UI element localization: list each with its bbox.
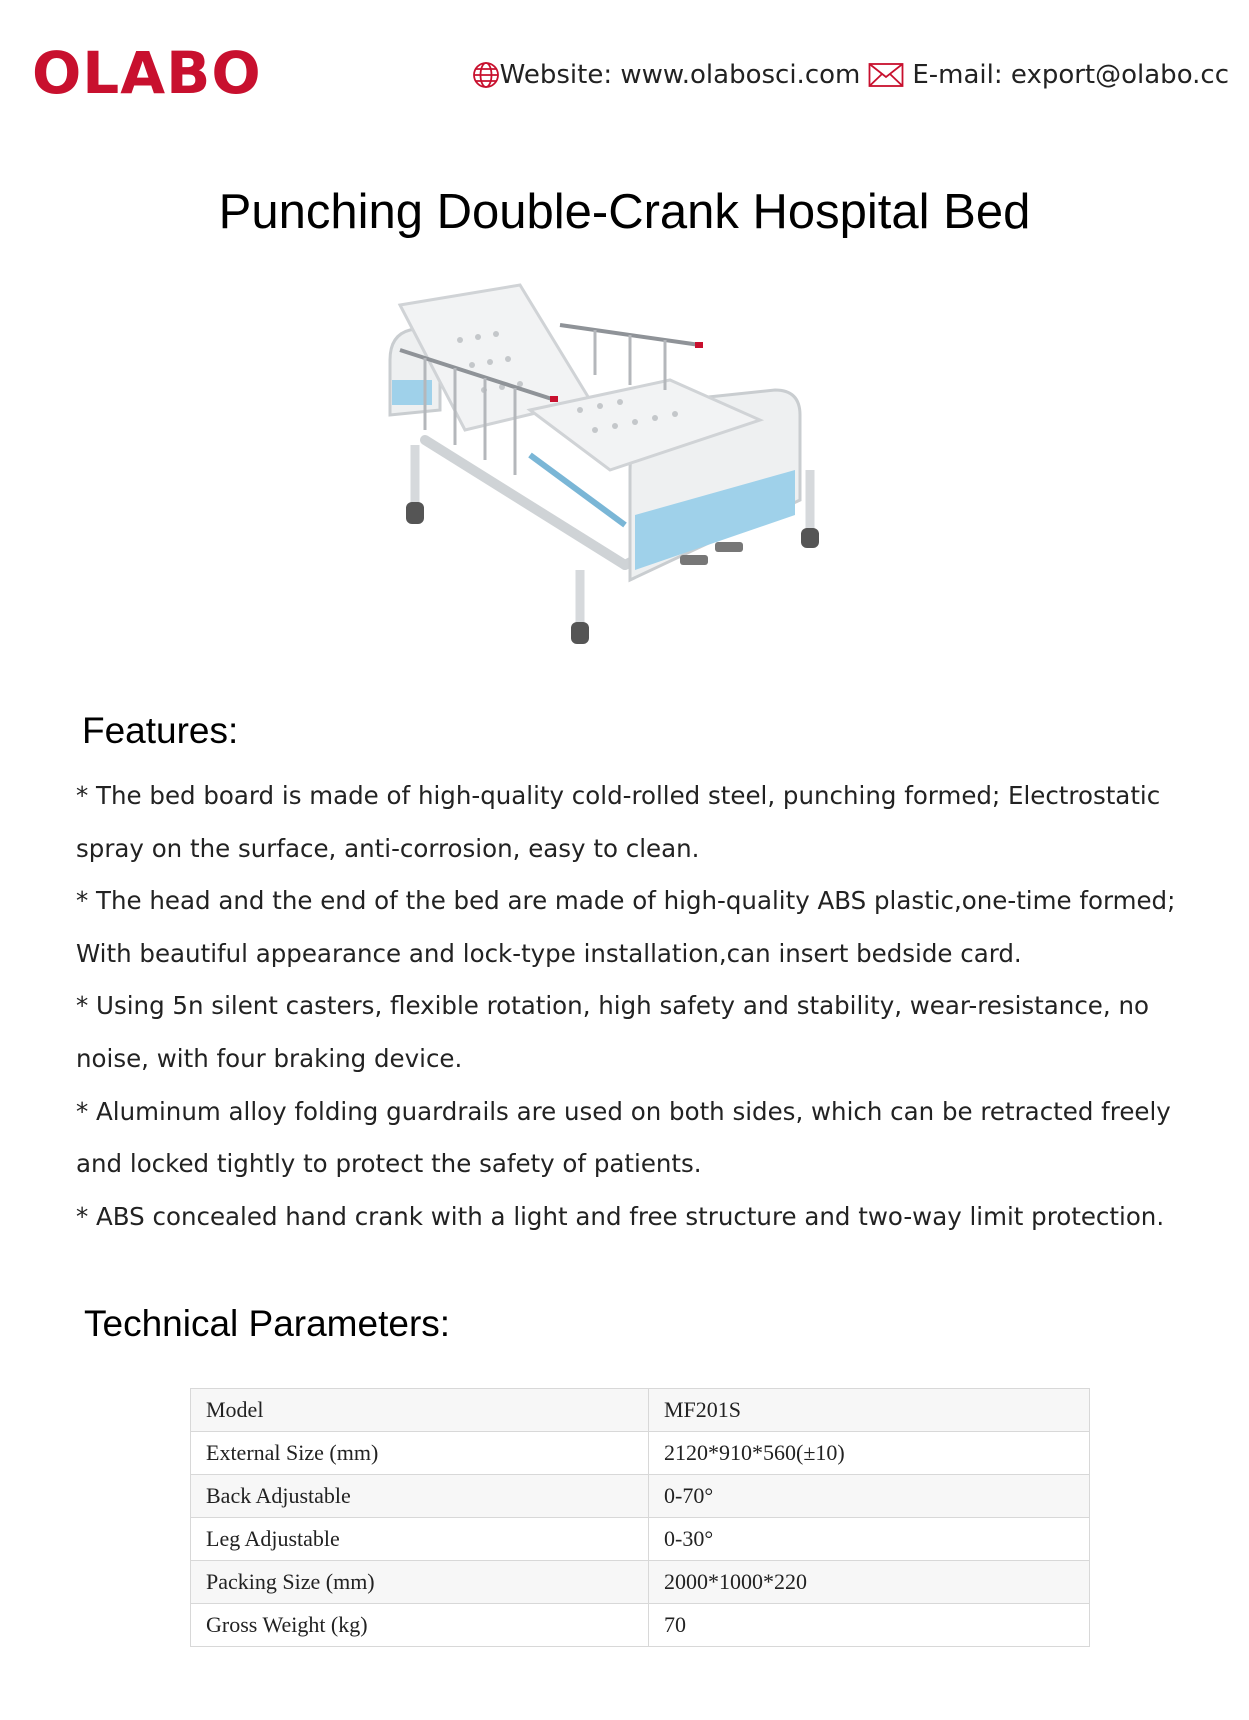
feature-item: * The bed board is made of high-quality cold-rolled steel, punching formed; Electrostatic spray on the surface, anti-corrosion, easy to clean.: [76, 781, 1161, 863]
param-label: Model: [191, 1389, 649, 1432]
table-row: [191, 1475, 1090, 1518]
param-value: 2000*1000*220: [649, 1561, 1090, 1604]
feature-item: * Aluminum alloy folding guardrails are used on both sides, which can be retracted freely and locked tightly to protect the safety of patients.: [76, 1096, 1171, 1179]
contact-info: [472, 60, 1229, 90]
param-label: Leg Adjustable: [191, 1518, 649, 1561]
param-value: MF201S: [649, 1389, 1090, 1432]
param-value: 0-70°: [649, 1475, 1090, 1518]
olabo-logo: OLABO: [32, 39, 262, 107]
param-value: 70: [649, 1604, 1090, 1647]
table-row: [191, 1432, 1090, 1475]
envelope-icon: [868, 62, 904, 88]
website-text[interactable]: Website: www.olabosci.com: [499, 60, 861, 90]
param-label: Back Adjustable: [191, 1475, 649, 1518]
globe-icon: [472, 61, 500, 89]
hospital-bed-illustration: [380, 280, 870, 665]
param-label: External Size (mm): [191, 1432, 649, 1475]
param-value: 0-30°: [649, 1518, 1090, 1561]
parameters-table: [190, 1388, 1090, 1647]
features-list: [76, 770, 1176, 1243]
param-label: Gross Weight (kg): [191, 1604, 649, 1647]
feature-item: * The head and the end of the bed are made of high-quality ABS plastic,one-time formed; With beautiful appearance and lock-type installation,can insert bedside card.: [76, 886, 1176, 968]
feature-item: * ABS concealed hand crank with a light and free structure and two-way limit protection.: [76, 1201, 1165, 1231]
page-title: Punching Double-Crank Hospital Bed: [218, 185, 1031, 239]
email-text[interactable]: E-mail: export@olabo.cc: [912, 60, 1229, 90]
param-value: 2120*910*560(±10): [649, 1432, 1090, 1475]
table-row: [191, 1518, 1090, 1561]
table-row: [191, 1561, 1090, 1604]
table-row: [191, 1389, 1090, 1432]
parameters-heading: Technical Parameters:: [84, 1303, 451, 1344]
param-label: Packing Size (mm): [191, 1561, 649, 1604]
feature-item: * Using 5n silent casters, flexible rotation, high safety and stability, wear-resistance, no noise, with four braking device.: [76, 991, 1149, 1073]
features-heading: Features:: [82, 710, 239, 751]
table-row: [191, 1604, 1090, 1647]
